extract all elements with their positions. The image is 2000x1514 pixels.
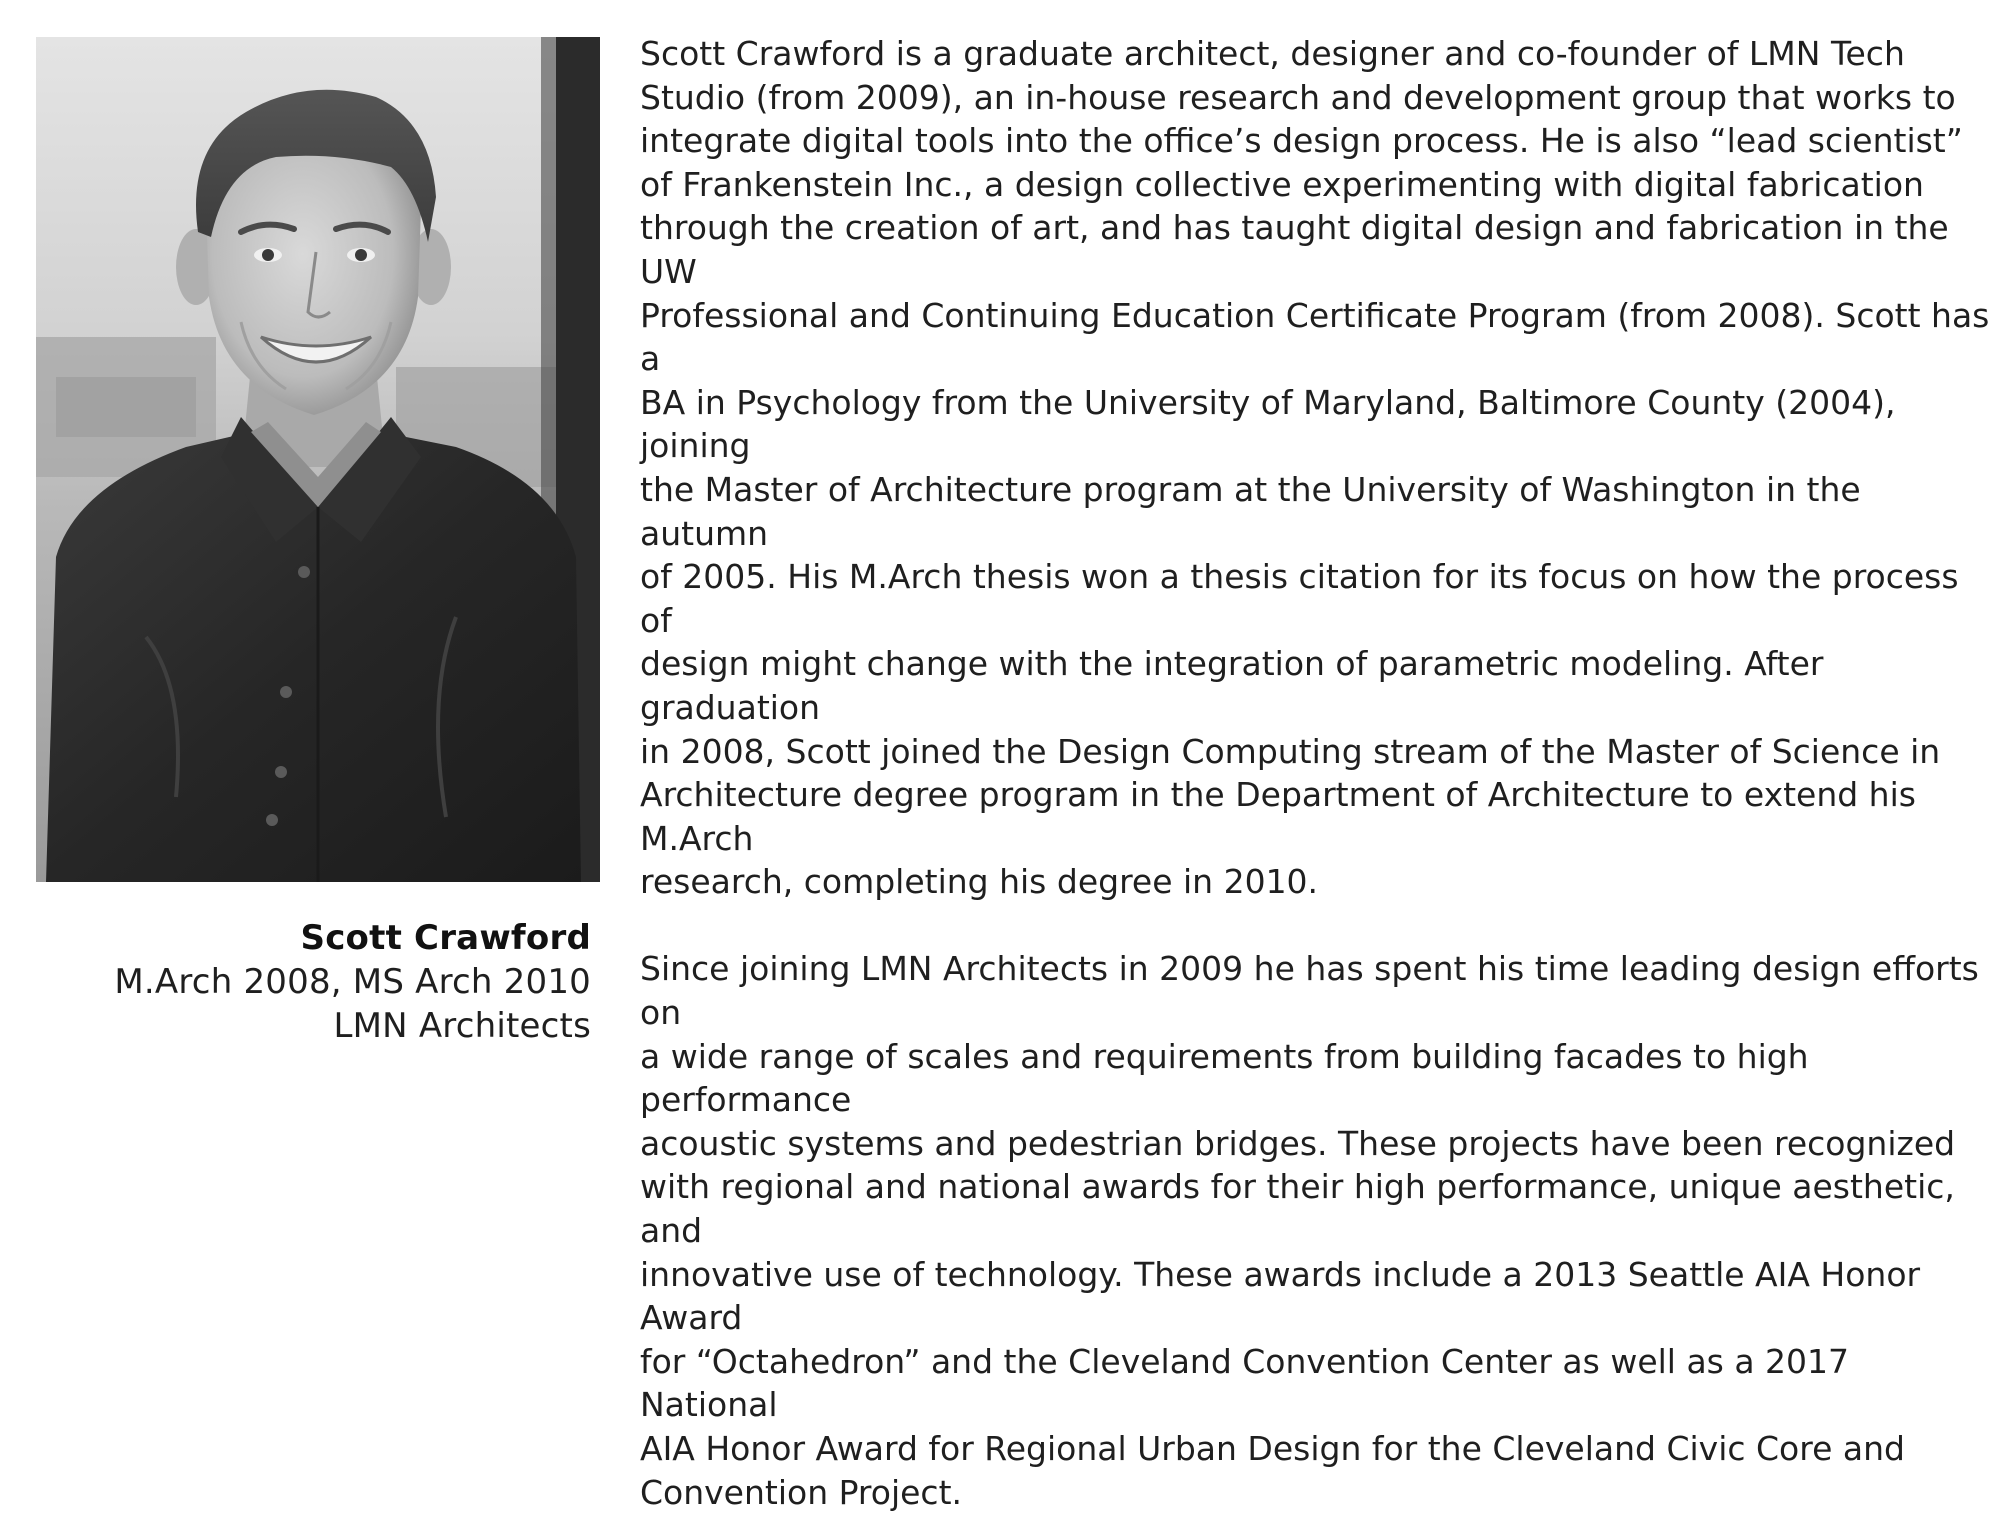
person-organization: LMN Architects — [333, 1006, 591, 1046]
portrait-photo — [36, 37, 600, 882]
photo-caption — [36, 916, 591, 1048]
portrait-illustration — [36, 37, 600, 882]
bio-paragraph-1: Scott Crawford is a graduate architect, designer and co-founder of LMN Tech Studio (from 2009), an in-house research and development group that works to integrate digital tools into the office’s design process. He is also “lead scientist” of Frankenstein Inc., a design collective experimenting with digital fabrication through the creation of art, and has taught digital design and fabrication in the UW Professional and Continuing Education Certificate Program (from 2008). Scott has a BA in Psychology from the University of Maryland, Baltimore County (2004), joining the Master of Architecture program at the University of Washington in the autumn of 2005. His M.Arch thesis won a thesis citation for its focus on how the process of design might change with the integration of parametric modeling. After graduation in 2008, Scott joined the Design Computing stream of the Master of Science in Architecture degree program in the Department of Architecture to extend his M.Arch research, completing his degree in 2010. — [640, 34, 1990, 902]
person-degrees: M.Arch 2008, MS Arch 2010 — [114, 962, 591, 1002]
person-name: Scott Crawford — [300, 918, 591, 958]
biography — [640, 32, 1990, 1514]
bio-paragraph-2: Since joining LMN Architects in 2009 he has spent his time leading design efforts on a wide range of scales and requirements from building facades to high performance acoustic systems and pedestrian bridges. These projects have been recognized with regional and national awards for their high performance, unique aesthetic, and innovative use of technology. These awards include a 2013 Seattle AIA Honor Award for “Octahedron” and the Cleveland Convention Center as well as a 2017 National AIA Honor Award for Regional Urban Design for the Cleveland Civic Core and Convention Project. — [640, 949, 1979, 1512]
